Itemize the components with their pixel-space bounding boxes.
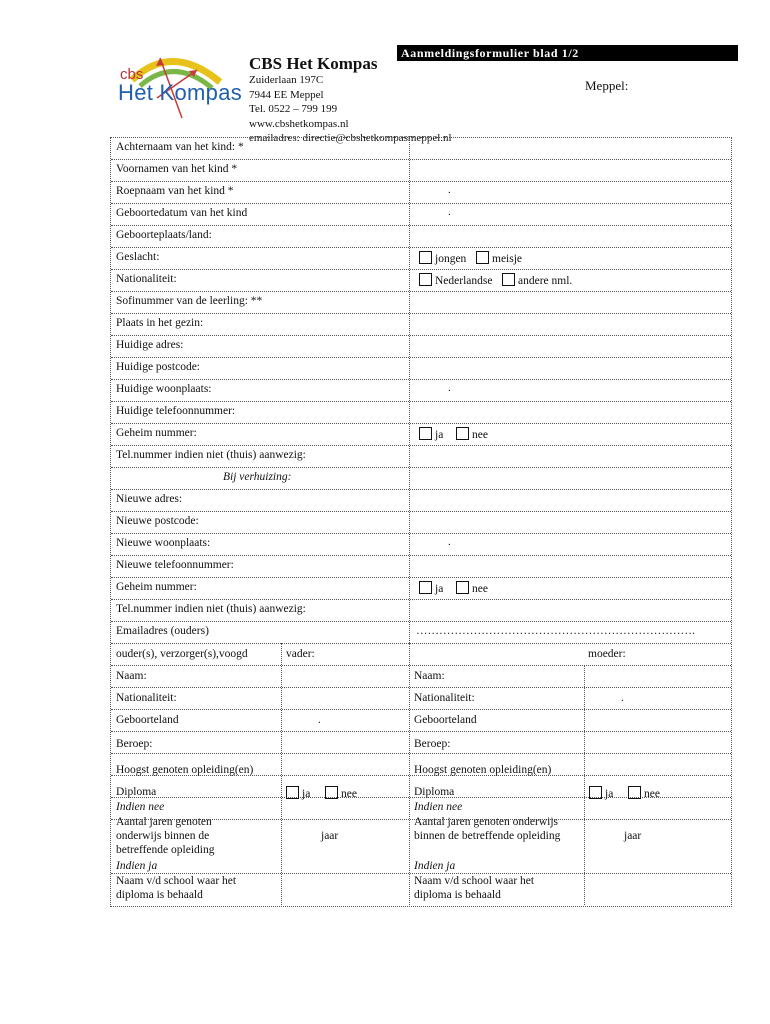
option-label: nee [644,788,660,800]
field-dot: . [448,206,451,218]
field-label: Huidige woonplaats: [116,383,212,395]
parent-cell: Indien ja [414,860,456,872]
parent-cell: Hoogst genoten opleiding(en) [414,764,552,776]
row-divider [111,687,731,688]
checkbox[interactable] [589,786,602,799]
option-nee[interactable] [456,581,488,595]
field-label: Nieuwe postcode: [116,515,199,527]
option-label: ja [605,788,614,800]
field-value: ………………………………………………………………. [416,625,695,637]
checkbox[interactable] [502,273,515,286]
option-label: ja [302,788,311,800]
option-ja[interactable] [589,786,613,800]
parent-cell: Naam v/d school waar het [116,875,237,887]
field-label: Bij verhuizing: [223,471,292,483]
option-label: ja [435,583,444,595]
checkbox[interactable] [419,581,432,594]
option-nee[interactable] [325,786,357,800]
field-dot: . [448,382,451,394]
option-label: nee [472,429,488,441]
option-label: meisje [492,253,523,265]
form-row [111,621,731,644]
parent-cell: Indien nee [414,801,463,813]
address-line: www.cbshetkompas.nl [249,117,349,130]
parent-cell: Diploma [116,786,157,798]
row-divider [111,709,731,710]
option-label: ja [435,429,444,441]
checkbox[interactable] [419,251,432,264]
address-line: emailadres: directie@cbshetkompasmeppel.nl [249,132,452,144]
option-label: Nederlandse [435,275,493,287]
form-row [111,599,731,622]
field-label: Sofinummer van de leerling: ** [116,295,263,307]
form-row [111,467,731,490]
form-row [111,247,731,270]
parent-cell: Aantal jaren genoten [116,816,212,828]
checkbox[interactable] [419,427,432,440]
parent-cell: . [621,692,624,704]
parent-cell: jaar [321,830,339,842]
form-row [111,357,731,380]
parent-cell: Diploma [414,786,455,798]
option-jongen[interactable] [419,251,466,265]
parent-cell: . [318,714,321,726]
field-label: Nieuwe adres: [116,493,183,505]
field-label: Huidige postcode: [116,361,200,373]
checkbox[interactable] [286,786,299,799]
school-name: CBS Het Kompas [249,54,378,73]
option-label: andere nml. [518,275,573,287]
parent-cell: Geboorteland [414,714,477,726]
field-dot: . [448,536,451,548]
parent-cell: Naam v/d school waar het [414,875,535,887]
parent-cell: moeder: [588,648,626,660]
parent-cell: vader: [286,648,315,660]
checkbox[interactable] [476,251,489,264]
field-label: Plaats in het gezin: [116,317,204,329]
parent-cell: binnen de betreffende opleiding [414,830,561,842]
checkbox[interactable] [419,273,432,286]
parent-cell: Naam: [116,670,147,682]
form-row [111,533,731,556]
column-divider [281,643,282,905]
row-divider [111,753,731,754]
logo-cbs-text: cbs [120,66,144,83]
option-meisje[interactable] [476,251,522,265]
form-row [111,291,731,314]
option-nee[interactable] [628,786,660,800]
option-label: jongen [435,253,467,265]
form-row [111,137,731,160]
form-row [111,445,731,468]
form-row [111,555,731,578]
parent-cell: Geboorteland [116,714,179,726]
form-row [111,489,731,512]
address-line: Zuiderlaan 197C [249,74,324,86]
form-row [111,159,731,182]
parent-cell: Hoogst genoten opleiding(en) [116,764,254,776]
field-label: Geheim nummer: [116,581,197,593]
row-divider [111,873,731,874]
field-label: Geslacht: [116,251,160,263]
parent-cell: Nationaliteit: [414,692,475,704]
address-line: 7944 EE Meppel [249,88,324,101]
address-line: Tel. 0522 – 799 199 [249,103,338,115]
form-row [111,225,731,248]
field-label: Nieuwe telefoonnummer: [116,559,234,571]
parent-cell: Indien nee [116,801,165,813]
form-row [111,379,731,402]
field-label: Voornamen van het kind * [116,163,238,175]
field-label: Geboorteplaats/land: [116,229,212,241]
option-anderenml[interactable] [502,273,572,287]
row-divider [111,665,731,666]
school-address [249,73,452,146]
option-ja[interactable] [419,581,443,595]
field-label: Nationaliteit: [116,273,177,285]
checkbox[interactable] [456,581,469,594]
form-row [111,401,731,424]
column-divider [584,665,585,905]
field-label: Geheim nummer: [116,427,197,439]
field-label: Tel.nummer indien niet (thuis) aanwezig: [116,449,306,461]
parent-cell: Indien ja [116,860,158,872]
field-label: Huidige telefoonnummer: [116,405,236,417]
form-row [111,423,731,446]
field-label: Emailadres (ouders) [116,625,209,637]
form-row [111,203,731,226]
option-nee[interactable] [456,427,488,441]
field-label: Huidige adres: [116,339,184,351]
parent-cell: Aantal jaren genoten onderwijs [414,816,559,828]
parent-cell: Nationaliteit: [116,692,177,704]
parent-cell: diploma is behaald [116,889,203,901]
parent-cell: Beroep: [116,738,153,750]
field-label: Roepnaam van het kind * [116,185,234,197]
option-ja[interactable] [286,786,310,800]
parent-cell: onderwijs binnen de [116,830,210,842]
checkbox[interactable] [456,427,469,440]
parent-cell: diploma is behaald [414,889,501,901]
parent-cell: Naam: [414,670,445,682]
option-ja[interactable] [419,427,443,441]
field-label: Achternaam van het kind: * [116,141,244,153]
parent-cell: ouder(s), verzorger(s),voogd [116,648,248,660]
logo-school-text: Het Kompas [118,80,243,105]
form-title-banner: Aanmeldingsformulier blad 1/2 [397,45,738,61]
field-label: Geboortedatum van het kind [116,207,248,219]
place-label: Meppel: [585,78,629,93]
option-nederlandse[interactable] [419,273,492,287]
field-dot: . [448,184,451,196]
field-label: Nieuwe woonplaats: [116,537,211,549]
row-divider [111,731,731,732]
form-row [111,335,731,358]
option-label: nee [472,583,488,595]
field-label: Tel.nummer indien niet (thuis) aanwezig: [116,603,306,615]
parent-cell: Beroep: [414,738,451,750]
column-divider [409,643,410,905]
form-row [111,269,731,292]
parent-cell: betreffende opleiding [116,844,215,856]
option-label: nee [341,788,357,800]
form-row [111,511,731,534]
form-row [111,577,731,600]
form-row [111,313,731,336]
parent-cell: jaar [624,830,642,842]
checkbox[interactable] [628,786,641,799]
checkbox[interactable] [325,786,338,799]
form-row [111,181,731,204]
